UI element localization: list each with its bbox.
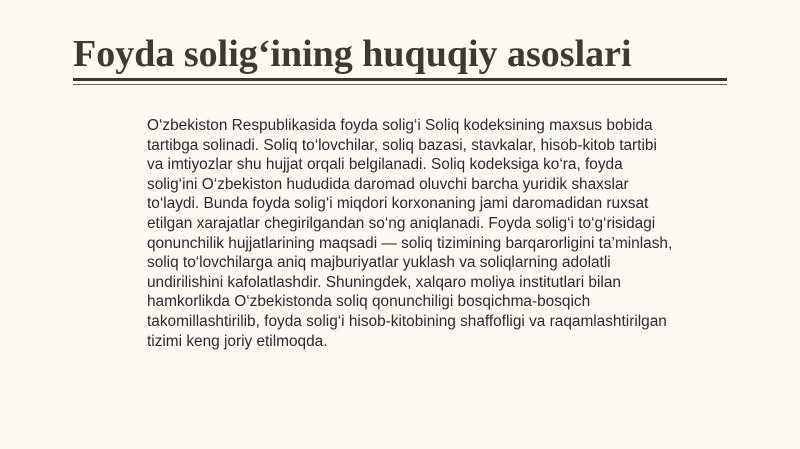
title-underline-thick — [73, 78, 727, 81]
slide-title: Foyda solig‘ining huquqiy asoslari — [73, 33, 632, 75]
title-underline-thin — [73, 84, 727, 85]
body-paragraph: O‘zbekiston Respublikasida foyda solig‘i Soliq kodeksining maxsus bobida tartibga solinadi. Soliq to‘lovchilar, soliq bazasi, stavkalar, hisob-kitob tartibi va imtiyozlar shu hujjat orqali belgilanadi. Soliq kodeksiga ko‘ra, foyda solig‘ini O‘zbekiston hududida daromad oluvchi barcha yuridik shaxslar to‘laydi. Bunda foyda solig‘i miqdori korxonaning jami daromadidan ruxsat etilgan xarajatlar chegirilgandan so‘ng aniqlanadi. Foyda solig‘i to‘g‘risidagi qonunchilik hujjatlarining maqsadi — soliq tizimining barqarorligini ta’minlash, soliq to‘lovchilarga aniq majburiyatlar yuklash va soliqlarning adolatli undirilishini kafolatlashdir. Shuningdek, xalqaro moliya institutlari bilan hamkorlikda O‘zbekistonda soliq qonunchiligi bosqichma-bosqich takomillashtirilib, foyda solig‘i hisob-kitobining shaffofligi va raqamlashtirilgan tizimi keng joriy etilmoqda. — [147, 117, 673, 350]
